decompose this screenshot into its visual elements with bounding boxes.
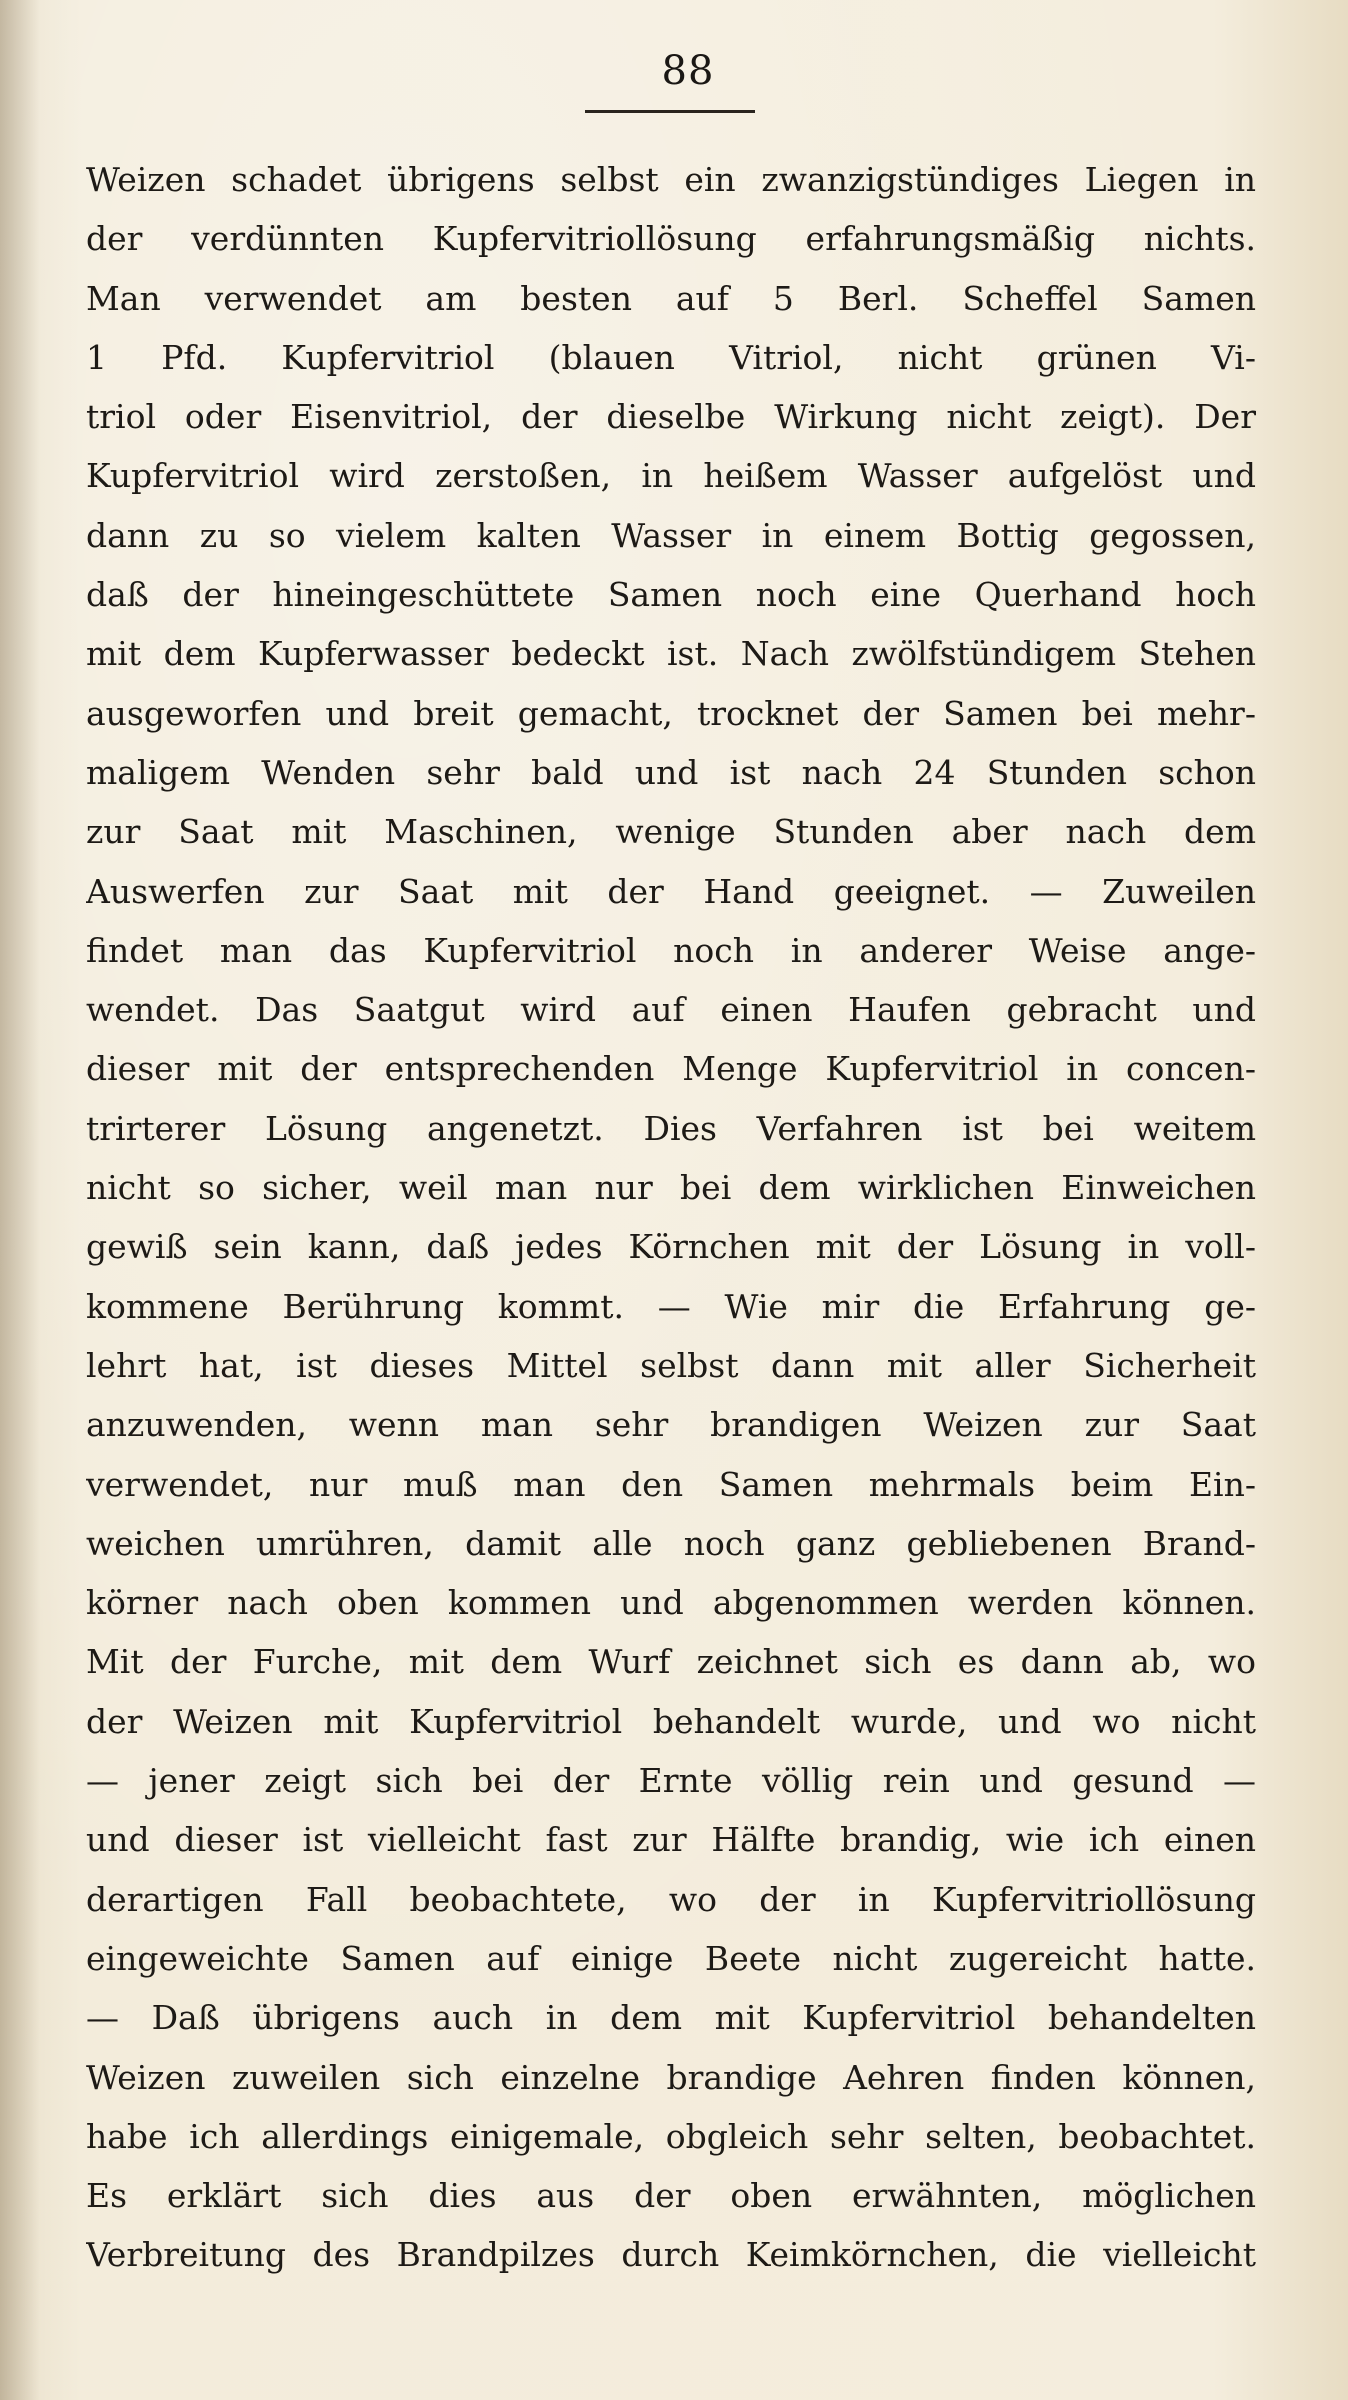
text-line: weichen umrühren, damit alle noch ganz gebliebenen Brand-	[86, 1523, 1256, 1563]
text-line: kommene Berührung kommt. — Wie mir die Erfahrung ge-	[86, 1286, 1256, 1326]
text-line: habe ich allerdings einigemale, obgleich sehr selten, beobachtet.	[86, 2116, 1256, 2156]
body-text	[86, 150, 1256, 2285]
text-line: dieser mit der entsprechenden Menge Kupfervitriol in concen-	[86, 1049, 1256, 1089]
text-line: wendet. Das Saatgut wird auf einen Haufen gebracht und	[86, 990, 1256, 1030]
page-header	[0, 48, 1348, 94]
page-number: 88	[661, 48, 715, 94]
text-line: triol oder Eisenvitriol, der dieselbe Wirkung nicht zeigt). Der	[86, 397, 1256, 437]
text-line: maligem Wenden sehr bald und ist nach 24 Stunden schon	[86, 752, 1256, 792]
text-line: Weizen schadet übrigens selbst ein zwanzigstündiges Liegen in	[86, 160, 1256, 199]
text-line: nicht so sicher, weil man nur bei dem wirklichen Einweichen	[86, 1168, 1256, 1208]
text-line: Es erklärt sich dies aus der oben erwähnten, möglichen	[86, 2176, 1256, 2216]
text-line: ausgeworfen und breit gemacht, trocknet der Samen bei mehr-	[86, 693, 1256, 733]
text-line: derartigen Fall beobachtete, wo der in Kupfervitriollösung	[86, 1879, 1256, 1919]
page-spine-shadow	[0, 0, 40, 2400]
header-rule	[585, 110, 755, 113]
text-line: dann zu so vielem kalten Wasser in einem Bottig gegossen,	[86, 515, 1256, 555]
text-line: körner nach oben kommen und abgenommen werden können.	[86, 1583, 1256, 1623]
text-line: mit dem Kupferwasser bedeckt ist. Nach zwölfstündigem Stehen	[86, 634, 1256, 674]
text-line: daß der hineingeschüttete Samen noch eine Querhand hoch	[86, 575, 1256, 615]
text-line: Man verwendet am besten auf 5 Berl. Scheffel Samen	[86, 278, 1256, 318]
text-line: — Daß übrigens auch in dem mit Kupfervitriol behandelten	[86, 1998, 1256, 2038]
text-line: der verdünnten Kupfervitriollösung erfahrungsmäßig nichts.	[86, 219, 1256, 259]
text-line: Kupfervitriol wird zerstoßen, in heißem Wasser aufgelöst und	[86, 456, 1256, 496]
text-line: findet man das Kupfervitriol noch in anderer Weise ange-	[86, 930, 1256, 970]
text-line: verwendet, nur muß man den Samen mehrmals beim Ein-	[86, 1464, 1256, 1504]
text-line: und dieser ist vielleicht fast zur Hälfte brandig, wie ich einen	[86, 1820, 1256, 1860]
text-line: — jener zeigt sich bei der Ernte völlig rein und gesund —	[86, 1761, 1256, 1801]
text-line: der Weizen mit Kupfervitriol behandelt wurde, und wo nicht	[86, 1701, 1256, 1741]
text-line: zur Saat mit Maschinen, wenige Stunden aber nach dem	[86, 812, 1256, 852]
text-line: 1 Pfd. Kupfervitriol (blauen Vitriol, nicht grünen Vi-	[86, 337, 1256, 377]
text-line: anzuwenden, wenn man sehr brandigen Weizen zur Saat	[86, 1405, 1256, 1445]
text-line: Mit der Furche, mit dem Wurf zeichnet sich es dann ab, wo	[86, 1642, 1256, 1682]
text-line: trirterer Lösung angenetzt. Dies Verfahren ist bei weitem	[86, 1108, 1256, 1148]
text-line: eingeweichte Samen auf einige Beete nicht zugereicht hatte.	[86, 1938, 1256, 1978]
text-line: Verbreitung des Brandpilzes durch Keimkörnchen, die vielleicht	[86, 2235, 1256, 2275]
text-line: Auswerfen zur Saat mit der Hand geeignet. — Zuweilen	[86, 871, 1256, 911]
text-line: lehrt hat, ist dieses Mittel selbst dann mit aller Sicherheit	[86, 1345, 1256, 1385]
text-line: gewiß sein kann, daß jedes Körnchen mit der Lösung in voll-	[86, 1227, 1256, 1267]
text-line: Weizen zuweilen sich einzelne brandige Aehren finden können,	[86, 2057, 1256, 2097]
